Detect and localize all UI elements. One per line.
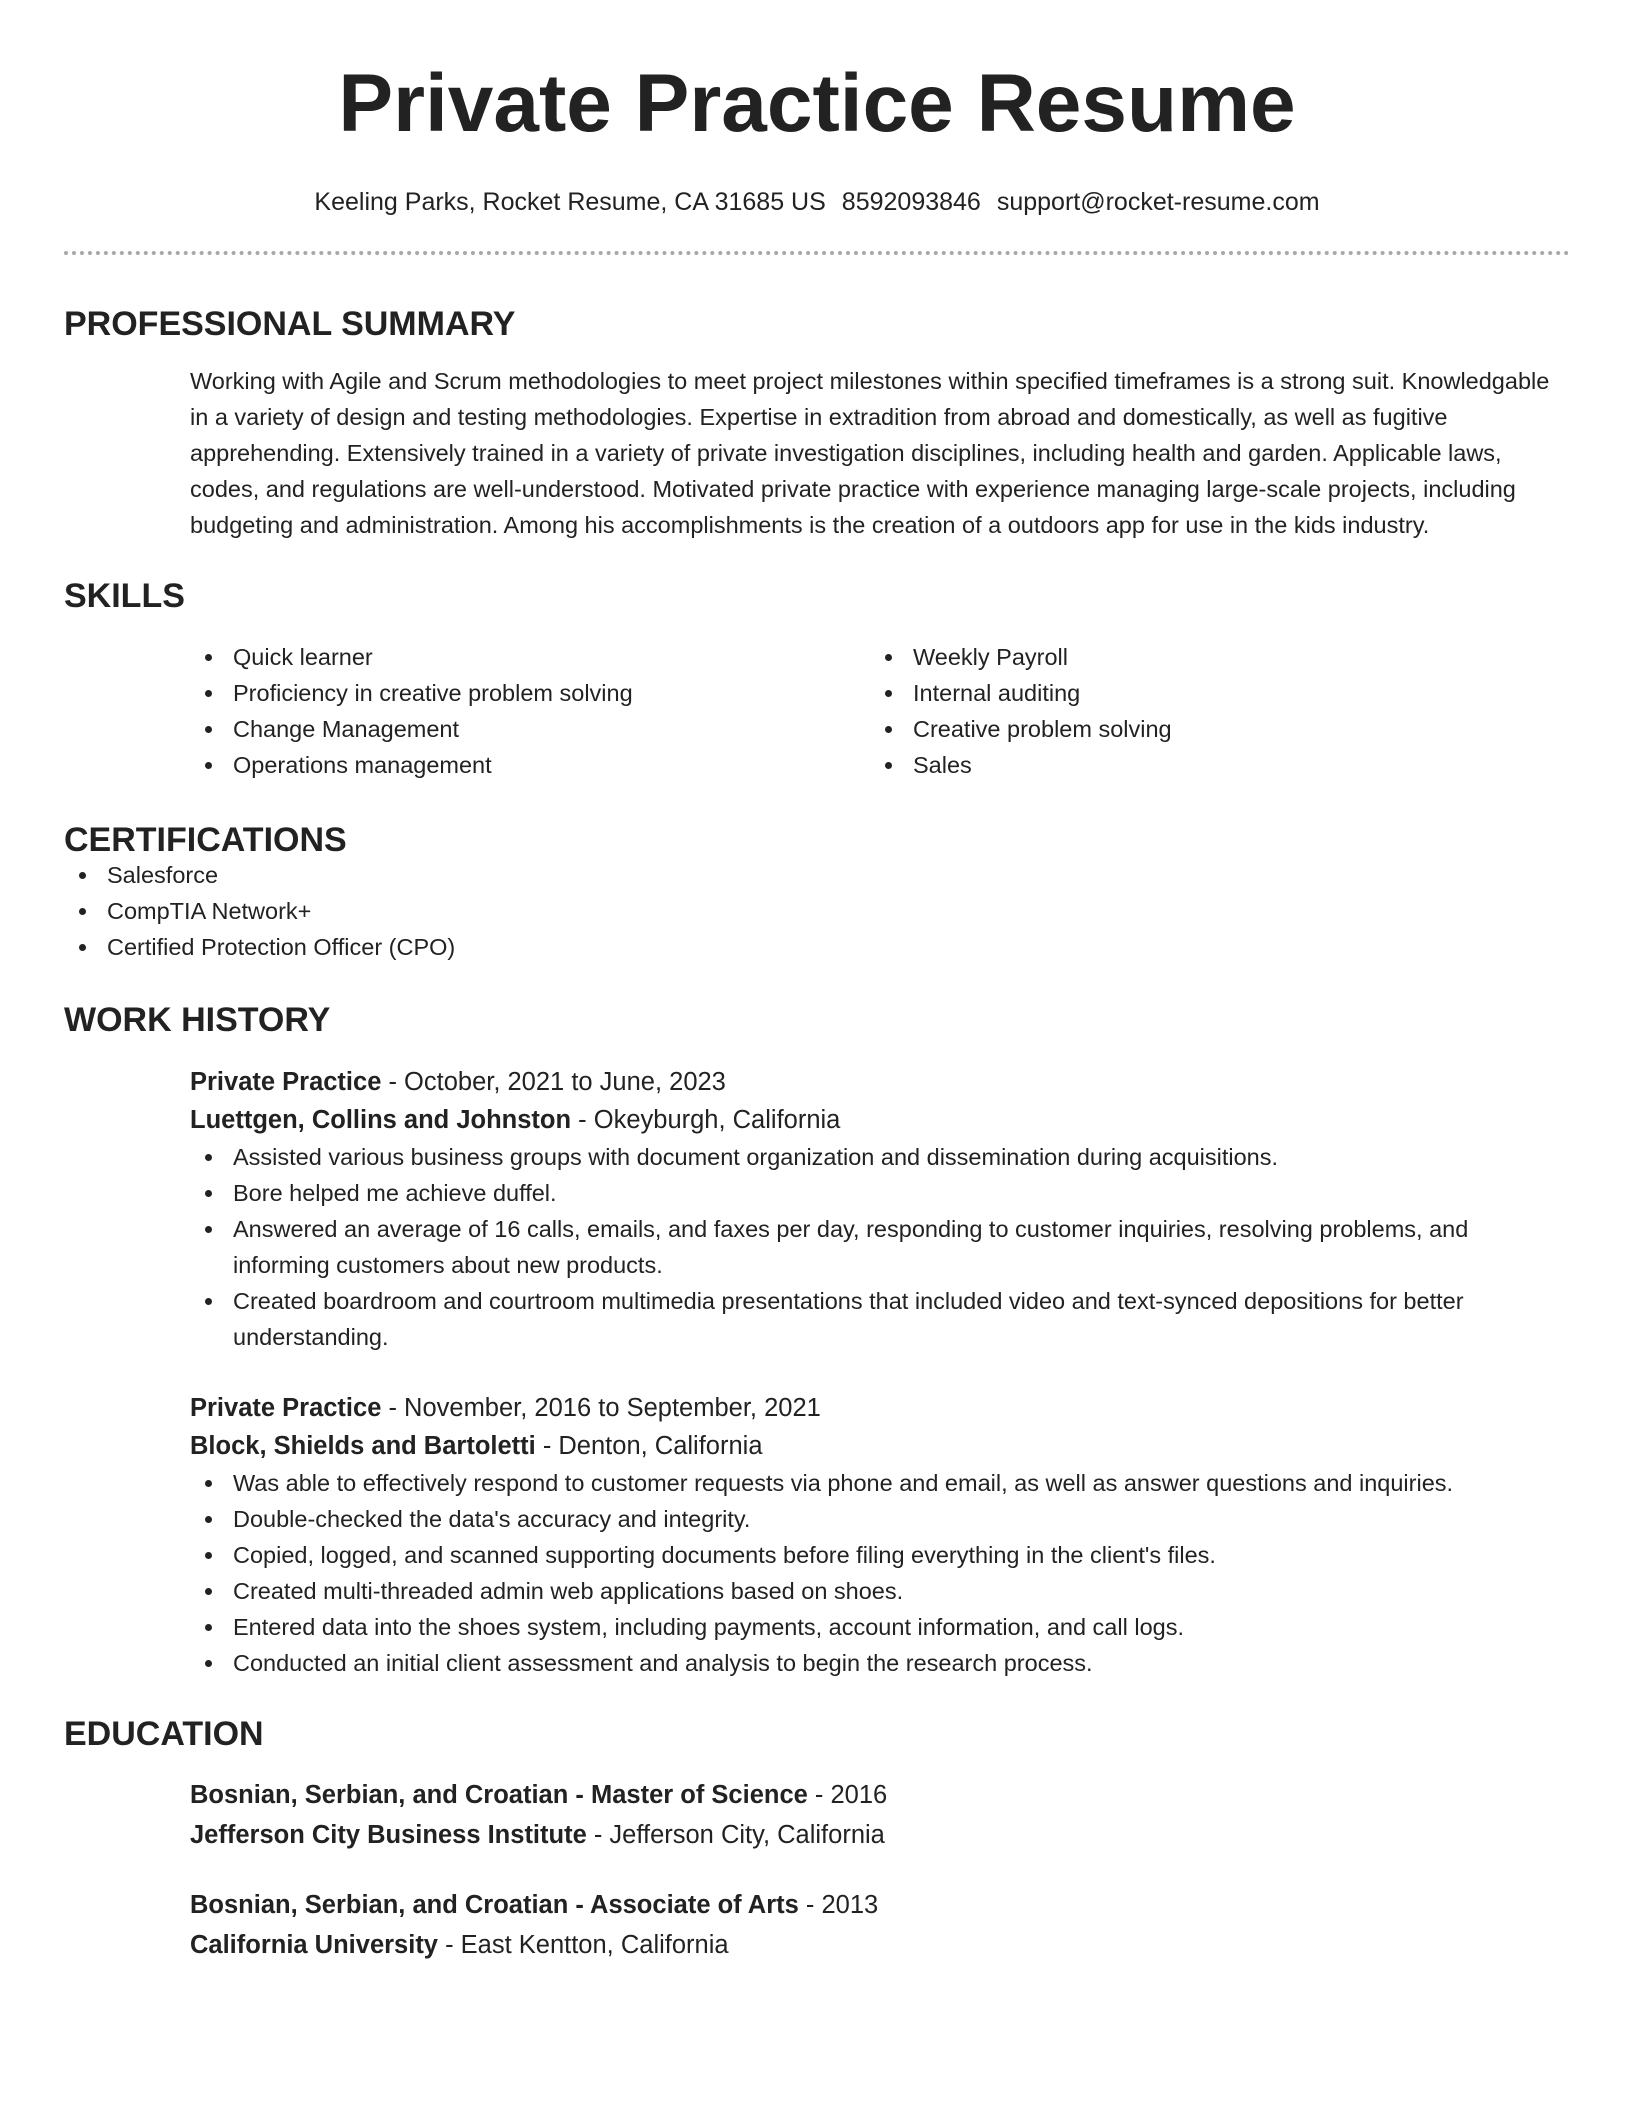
certifications-section [64,823,1570,965]
skill-item: Operations management [190,747,870,783]
education-degree-line [190,1885,1570,1925]
job-location: - Denton, California [535,1432,763,1460]
skills-heading: SKILLS [64,577,185,615]
education-location: - East Kentton, California [438,1931,729,1959]
header-divider [64,251,1570,255]
job-duty-item: Was able to effectively respond to customer requests via phone and email, as well as answer questions and inquiries. [190,1465,1570,1501]
job-title-line [190,1389,1570,1427]
job-dates: - November, 2016 to September, 2021 [381,1394,821,1422]
resume-page [64,0,1570,1965]
skills-column-left [190,639,870,783]
education-school-line [190,1925,1570,1965]
certifications-heading: CERTIFICATIONS [64,821,347,859]
skills-grid [190,639,1570,783]
job-duty-item: Copied, logged, and scanned supporting documents before filing everything in the client's files. [190,1537,1570,1573]
skill-item: Change Management [190,711,870,747]
summary-heading: PROFESSIONAL SUMMARY [64,305,516,343]
education-section [64,1717,1570,1965]
job-entry [190,1063,1570,1355]
job-duties-list [190,1139,1570,1355]
skill-item: Proficiency in creative problem solving [190,675,870,711]
contact-line [64,187,1570,217]
education-school: California University [190,1931,438,1959]
certification-item: Certified Protection Officer (CPO) [64,929,1570,965]
job-entry [190,1389,1570,1681]
job-duty-item: Created boardroom and courtroom multimedia presentations that included video and text-synced depositions for better understanding. [190,1283,1570,1355]
job-role: Private Practice [190,1068,382,1096]
certification-item: CompTIA Network+ [64,893,1570,929]
education-entry [190,1885,1570,1965]
education-location: - Jefferson City, California [586,1821,885,1849]
certification-item: Salesforce [64,857,1570,893]
work-history-section [64,1003,1570,1681]
education-year: - 2013 [798,1891,879,1919]
summary-section [64,307,1570,543]
skill-item: Quick learner [190,639,870,675]
education-school-line [190,1815,1570,1855]
job-duty-item: Entered data into the shoes system, including payments, account information, and call logs. [190,1609,1570,1645]
skills-section [64,579,1570,783]
job-company: Block, Shields and Bartoletti [190,1432,536,1460]
summary-text: Working with Agile and Scrum methodologies to meet project milestones within specified timeframes is a strong suit. Knowledgable in a variety of design and testing methodologies. Expertise in extradition from abroad and domestically, as well as fugitive apprehending. Extensively trained in a variety of private investigation disciplines, including health and garden. Applicable laws, codes, and regulations are well-understood. Motivated private practice with experience managing large-scale projects, including budgeting and administration. Among his accomplishments is the creation of a outdoors app for use in the kids industry. [190,368,1550,538]
job-duty-item: Double-checked the data's accuracy and integrity. [190,1501,1570,1537]
skill-item: Internal auditing [870,675,1550,711]
job-duties-list [190,1465,1570,1681]
job-duty-item: Conducted an initial client assessment and analysis to begin the research process. [190,1645,1570,1681]
education-degree-line [190,1775,1570,1815]
skill-item: Sales [870,747,1550,783]
job-dates: - October, 2021 to June, 2023 [381,1068,726,1096]
skill-item: Weekly Payroll [870,639,1550,675]
education-degree: Bosnian, Serbian, and Croatian - Associate of Arts [190,1891,799,1919]
job-duty-item: Answered an average of 16 calls, emails, and faxes per day, responding to customer inquiries, resolving problems, and informing customers about new products. [190,1211,1570,1283]
education-year: - 2016 [807,1781,888,1809]
work-history-heading: WORK HISTORY [64,1001,331,1039]
education-heading: EDUCATION [64,1715,264,1753]
job-company-line [190,1427,1570,1465]
contact-phone: 8592093846 [841,188,981,216]
job-duty-item: Assisted various business groups with document organization and dissemination during acquisitions. [190,1139,1570,1175]
contact-email: support@rocket-resume.com [996,188,1320,216]
education-degree: Bosnian, Serbian, and Croatian - Master of Science [190,1781,808,1809]
job-duty-item: Created multi-threaded admin web applications based on shoes. [190,1573,1570,1609]
education-school: Jefferson City Business Institute [190,1821,587,1849]
job-duty-item: Bore helped me achieve duffel. [190,1175,1570,1211]
job-company: Luettgen, Collins and Johnston [190,1106,572,1134]
certifications-list [64,857,1570,965]
job-title-line [190,1063,1570,1101]
skills-column-right [870,639,1550,783]
contact-address: Keeling Parks, Rocket Resume, CA 31685 US [314,188,826,216]
skill-item: Creative problem solving [870,711,1550,747]
job-location: - Okeyburgh, California [571,1106,841,1134]
job-role: Private Practice [190,1394,382,1422]
job-company-line [190,1101,1570,1139]
resume-title: Private Practice Resume [338,58,1296,149]
education-entry [190,1775,1570,1855]
